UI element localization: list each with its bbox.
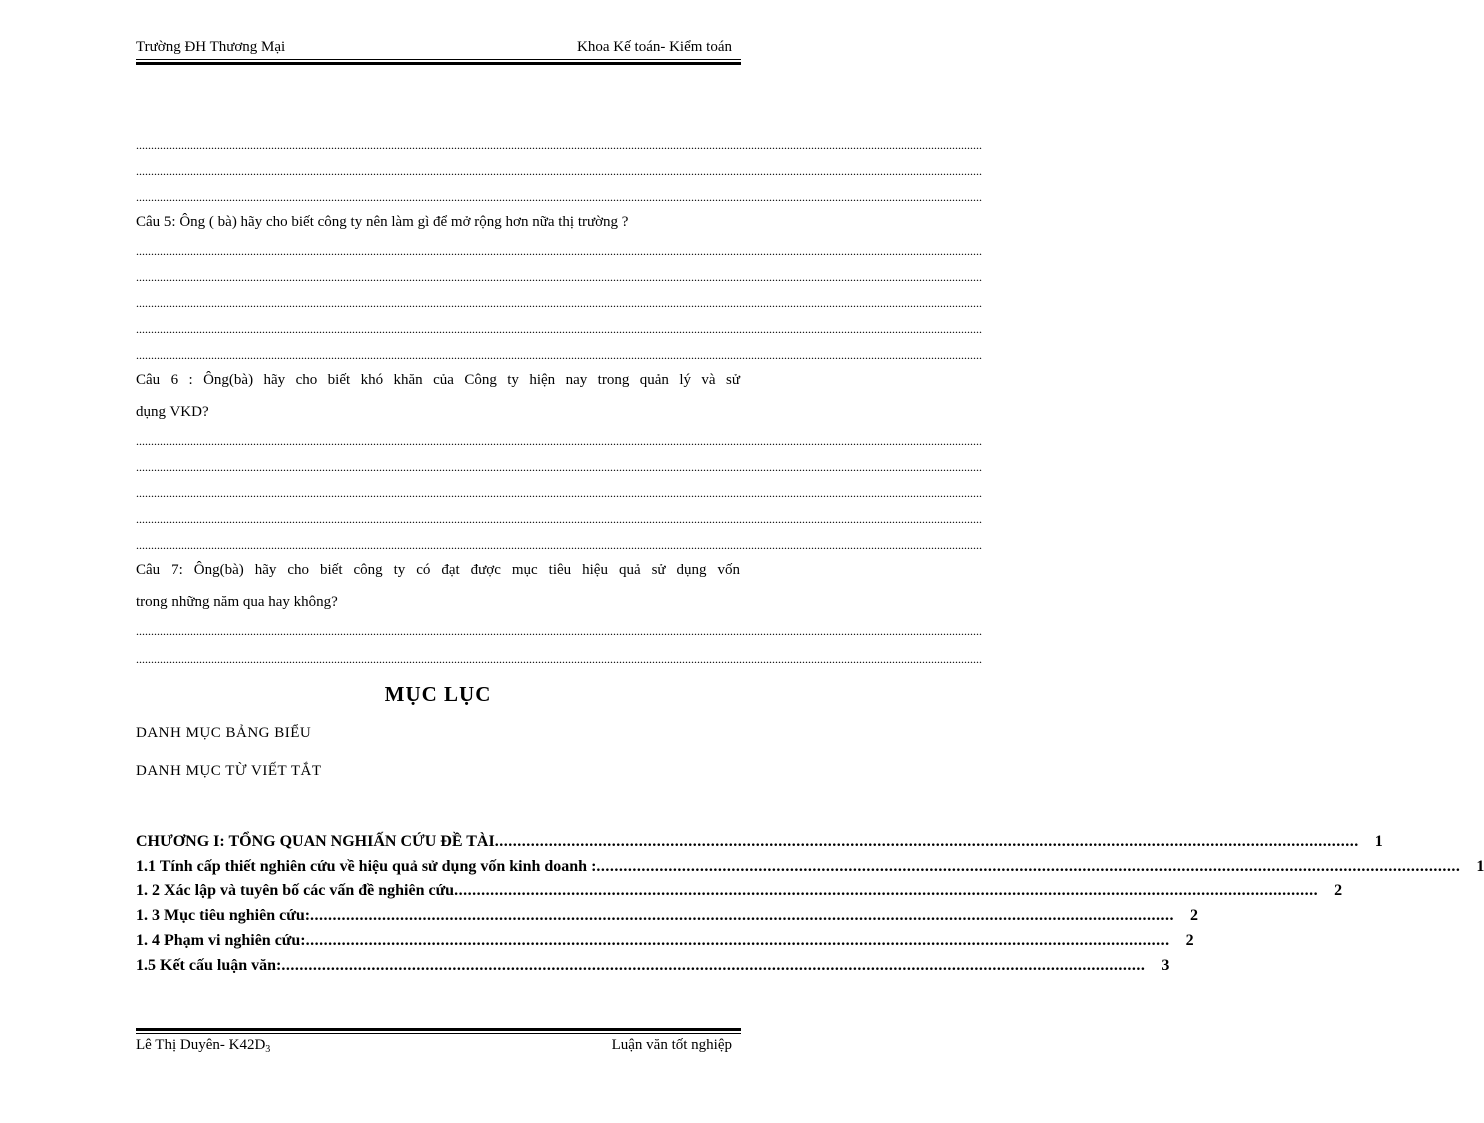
header-school-name: Trường ĐH Thương Mại [136,39,286,55]
toc-entry-title: 1.1 Tính cấp thiết nghiên cứu về hiệu quả sử dụng vốn kinh doanh : [136,858,597,875]
toc-entry-page: 1 [1374,833,1383,850]
answer-line: .......................................................................................................................................................................................................................................................................................... [136,138,982,152]
toc-entry-leader [596,856,1460,878]
answer-line: .......................................................................................................................................................................................................................................................................................... [136,296,982,310]
header-rule-thin [136,59,741,60]
toc-entry-title: CHƯƠNG I: TỔNG QUAN NGHIẤN CỨU ĐỀ TÀI [136,833,495,850]
answer-line: .......................................................................................................................................................................................................................................................................................... [136,652,982,666]
answer-line: .......................................................................................................................................................................................................................................................................................... [136,512,982,526]
toc-entry[interactable] [136,930,1194,952]
toc-entry-page: 2 [1185,932,1194,949]
toc-section-tables[interactable]: DANH MỤC BẢNG BIỂU [136,725,312,741]
toc-entry-leader [281,955,1145,977]
footer-author-subscript: 3 [265,1044,271,1055]
toc-entry-leader [495,831,1359,853]
answer-line: .......................................................................................................................................................................................................................................................................................... [136,460,982,474]
answer-line: .......................................................................................................................................................................................................................................................................................... [136,486,982,500]
answer-line: .......................................................................................................................................................................................................................................................................................... [136,244,982,258]
toc-entry[interactable] [136,955,1170,977]
footer-author [136,1036,270,1054]
question-7-line-2: trong những năm qua hay không? [136,594,338,610]
question-6-line-1: Câu 6 : Ông(bà) hãy cho biết khó khăn của Công ty hiện nay trong quản lý và sử [136,372,740,388]
answer-line: .......................................................................................................................................................................................................................................................................................... [136,190,982,204]
answer-line: .......................................................................................................................................................................................................................................................................................... [136,164,982,178]
footer-rule-thick [136,1028,741,1031]
answer-line: .......................................................................................................................................................................................................................................................................................... [136,322,982,336]
toc-entry[interactable] [136,905,1199,927]
footer-rule-thin [136,1033,741,1034]
toc-entry-leader [306,930,1170,952]
toc-entry[interactable] [136,880,1343,902]
answer-line: .......................................................................................................................................................................................................................................................................................... [136,434,982,448]
answer-line: .......................................................................................................................................................................................................................................................................................... [136,348,982,362]
question-6-line-2: dụng VKD? [136,404,209,420]
toc-title: MỤC LỤC [384,682,492,706]
toc-section-abbreviations[interactable]: DANH MỤC TỪ VIẾT TẮT [136,763,322,779]
toc-entry-title: 1. 4 Phạm vi nghiên cứu: [136,932,306,949]
toc-entry-page: 3 [1161,957,1170,974]
toc-entry-page: 2 [1334,882,1343,899]
toc-entry-leader [310,905,1174,927]
toc-entry-leader [454,880,1318,902]
toc-entry[interactable] [136,831,1383,853]
question-5: Câu 5: Ông ( bà) hãy cho biết công ty nên làm gì để mở rộng hơn nữa thị trường ? [136,214,629,230]
toc-entry-title: 1. 2 Xác lập và tuyên bố các vấn đề nghiên cứu [136,882,455,899]
question-7-line-1: Câu 7: Ông(bà) hãy cho biết công ty có đạt được mục tiêu hiệu quả sử dụng vốn [136,562,740,578]
toc-entry-title: 1.5 Kết cấu luận văn: [136,957,282,974]
header-rule-thick [136,62,741,65]
footer-author-name: Lê Thị Duyên- K42D [136,1037,266,1053]
header-department: Khoa Kế toán- Kiểm toán [577,39,732,55]
toc-entry-page: 1 [1476,858,1484,875]
answer-line: .......................................................................................................................................................................................................................................................................................... [136,624,982,638]
toc-entry[interactable] [136,856,1484,878]
toc-entry-page: 2 [1190,907,1199,924]
toc-entry-title: 1. 3 Mục tiêu nghiên cứu: [136,907,311,924]
footer-document-type: Luận văn tốt nghiệp [611,1037,732,1053]
answer-line: .......................................................................................................................................................................................................................................................................................... [136,270,982,284]
answer-line: .......................................................................................................................................................................................................................................................................................... [136,538,982,552]
